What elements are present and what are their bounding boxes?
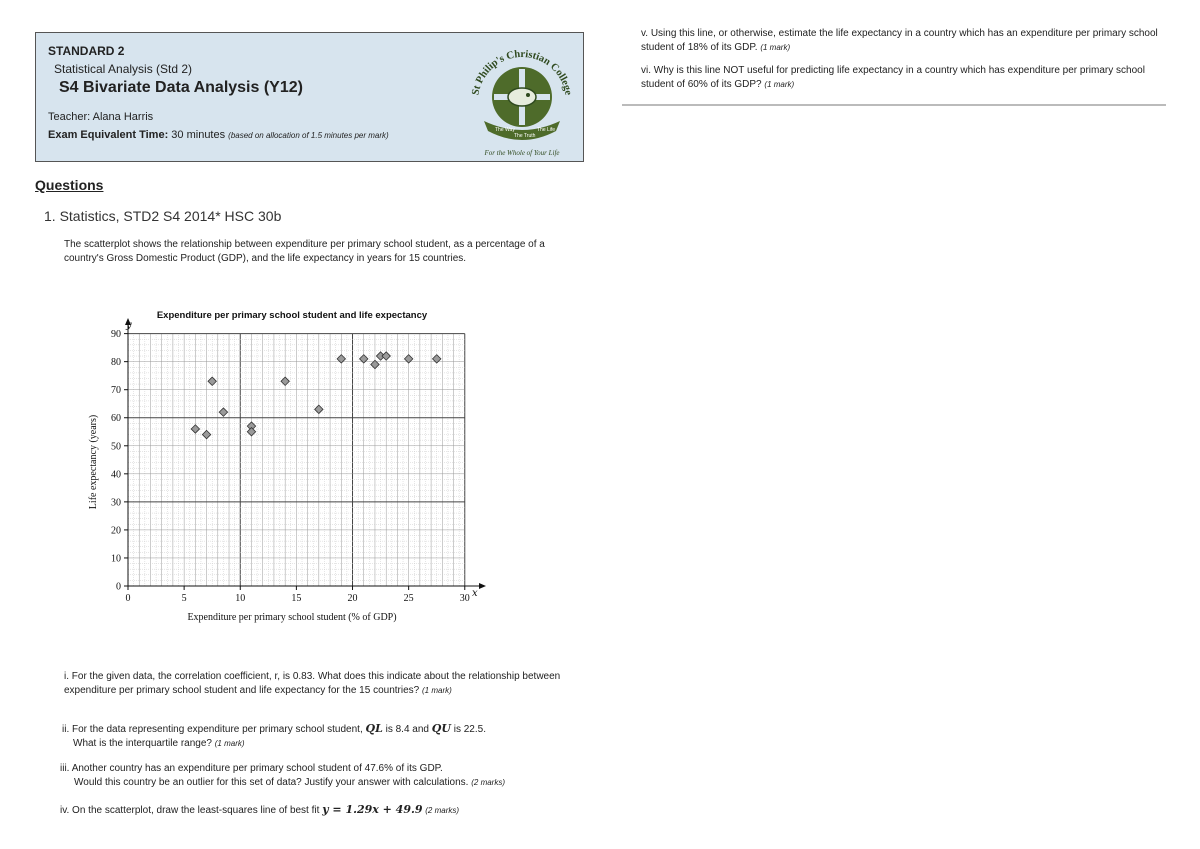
part-number: ii.	[62, 724, 70, 735]
part-number: vi.	[641, 65, 651, 76]
logo-top-text: St Philip's Christian College	[470, 48, 574, 97]
subject-name: Statistical Analysis (Std 2)	[54, 62, 193, 76]
x-axis-label: Expenditure per primary school student (% of GDP)	[187, 612, 397, 623]
x-tick-label: 5	[181, 593, 187, 604]
x-tick-label: 30	[459, 593, 470, 604]
part-text: Would this country be an outlier for this set of data? Justify your answer with calculations.	[74, 777, 469, 788]
y-tick-label: 50	[111, 441, 121, 453]
part-text: is 8.4 and	[385, 724, 429, 735]
part-text: Why is this line NOT useful for predicting life expectancy in a country which has expenditure per primary school student of 60% of its GDP?	[641, 65, 1145, 90]
y-tick-label: 0	[116, 581, 121, 593]
part-text: On the scatterplot, draw the least-squares line of best fit	[72, 805, 320, 816]
x-tick-label: 25	[403, 593, 414, 604]
y-tick-label: 90	[111, 329, 121, 341]
part-iv	[60, 803, 590, 818]
data-point	[202, 430, 210, 438]
exam-time-label: Exam Equivalent Time:	[48, 129, 169, 141]
y-tick-label: 60	[111, 413, 121, 425]
qu-symbol: QU	[431, 722, 451, 735]
x-axis-arrow	[479, 583, 486, 589]
y-tick-label: 70	[111, 385, 121, 397]
teacher-label: Teacher:	[48, 111, 91, 123]
exam-time-note: (based on allocation of 1.5 minutes per mark)	[228, 131, 389, 140]
regression-formula: y = 1.29x + 49.9	[322, 803, 423, 816]
exam-time-value: 30 minutes	[171, 129, 226, 141]
part-i	[64, 670, 564, 698]
part-mark: (1 mark)	[760, 43, 791, 52]
logo-motto: For the Whole of Your Life	[484, 149, 560, 157]
scatterplot	[72, 300, 492, 630]
part-text: is 22.5.	[453, 724, 486, 735]
part-number: v.	[641, 28, 649, 39]
part-mark: (1 mark)	[764, 80, 795, 89]
x-tick-label: 10	[235, 593, 246, 604]
part-mark: (2 marks)	[425, 806, 460, 815]
data-point	[191, 425, 199, 433]
x-tick-label: 20	[347, 593, 358, 604]
divider	[622, 104, 1166, 106]
question-title	[44, 208, 281, 224]
ql-symbol: QL	[365, 722, 383, 735]
y-tick-label: 10	[111, 553, 121, 565]
teacher-name: Alana Harris	[92, 111, 154, 123]
part-mark: (1 mark)	[214, 739, 245, 748]
x-tick-label: 15	[291, 593, 302, 604]
college-logo	[464, 39, 580, 157]
question-intro: The scatterplot shows the relationship between expenditure per primary school student, as a percentage of a country's Gross Domestic Product (GDP), and the life expectancy in years for 15 countries.	[64, 239, 545, 264]
part-text: Another country has an expenditure per primary school student of 47.6% of its GDP.	[71, 763, 443, 774]
part-text: Using this line, or otherwise, estimate the life expectancy in a country which has an expenditure per primary school student of 18% of its GDP.	[641, 28, 1158, 53]
data-point	[382, 352, 390, 360]
x-axis-letter: x	[472, 588, 478, 599]
questions-heading: Questions	[35, 177, 104, 193]
data-point	[208, 377, 216, 385]
y-axis-label: Life expectancy (years)	[88, 414, 99, 510]
x-tick-label: 0	[125, 593, 131, 604]
y-axis-letter: y	[126, 320, 132, 331]
question-title-text: Statistics, STD2 S4 2014* HSC 30b	[59, 208, 282, 224]
chart-axes	[125, 318, 486, 589]
part-mark: (2 marks)	[471, 778, 506, 787]
part-number: iv.	[60, 805, 70, 816]
chart-ticks	[111, 329, 470, 604]
data-point	[219, 408, 227, 416]
course-name: STANDARD 2	[48, 44, 125, 58]
y-tick-label: 80	[111, 357, 121, 369]
chart-grid	[128, 334, 465, 586]
part-iii	[60, 762, 590, 790]
page-title: S4 Bivariate Data Analysis (Y12)	[59, 79, 303, 96]
part-text: What is the interquartile range?	[73, 738, 212, 749]
part-v	[641, 27, 1171, 55]
part-mark: (1 mark)	[422, 686, 452, 695]
exam-time-line	[48, 129, 389, 141]
y-tick-label: 30	[111, 497, 121, 509]
y-tick-label: 40	[111, 469, 121, 481]
question-number: 1.	[44, 208, 56, 224]
logo-banner-mid: The Truth	[514, 133, 536, 139]
logo-banner-left: The Way	[495, 127, 515, 133]
part-text: For the data representing expenditure per primary school student,	[72, 724, 363, 735]
logo-banner-right: The Life	[537, 127, 556, 133]
part-number: iii.	[60, 763, 70, 774]
part-text: For the given data, the correlation coefficient, r, is 0.83. What does this indicate about the relationship between expenditure per primary school student and life expectancy for the 15 countries?	[64, 671, 561, 696]
chart-title: Expenditure per primary school student and life expectancy	[156, 310, 428, 321]
data-point	[315, 405, 323, 413]
part-number: i.	[64, 671, 69, 682]
teacher-line	[48, 111, 153, 123]
part-ii	[62, 722, 582, 751]
y-tick-label: 20	[111, 525, 121, 537]
part-vi	[641, 64, 1171, 92]
worksheet-header	[35, 32, 584, 162]
